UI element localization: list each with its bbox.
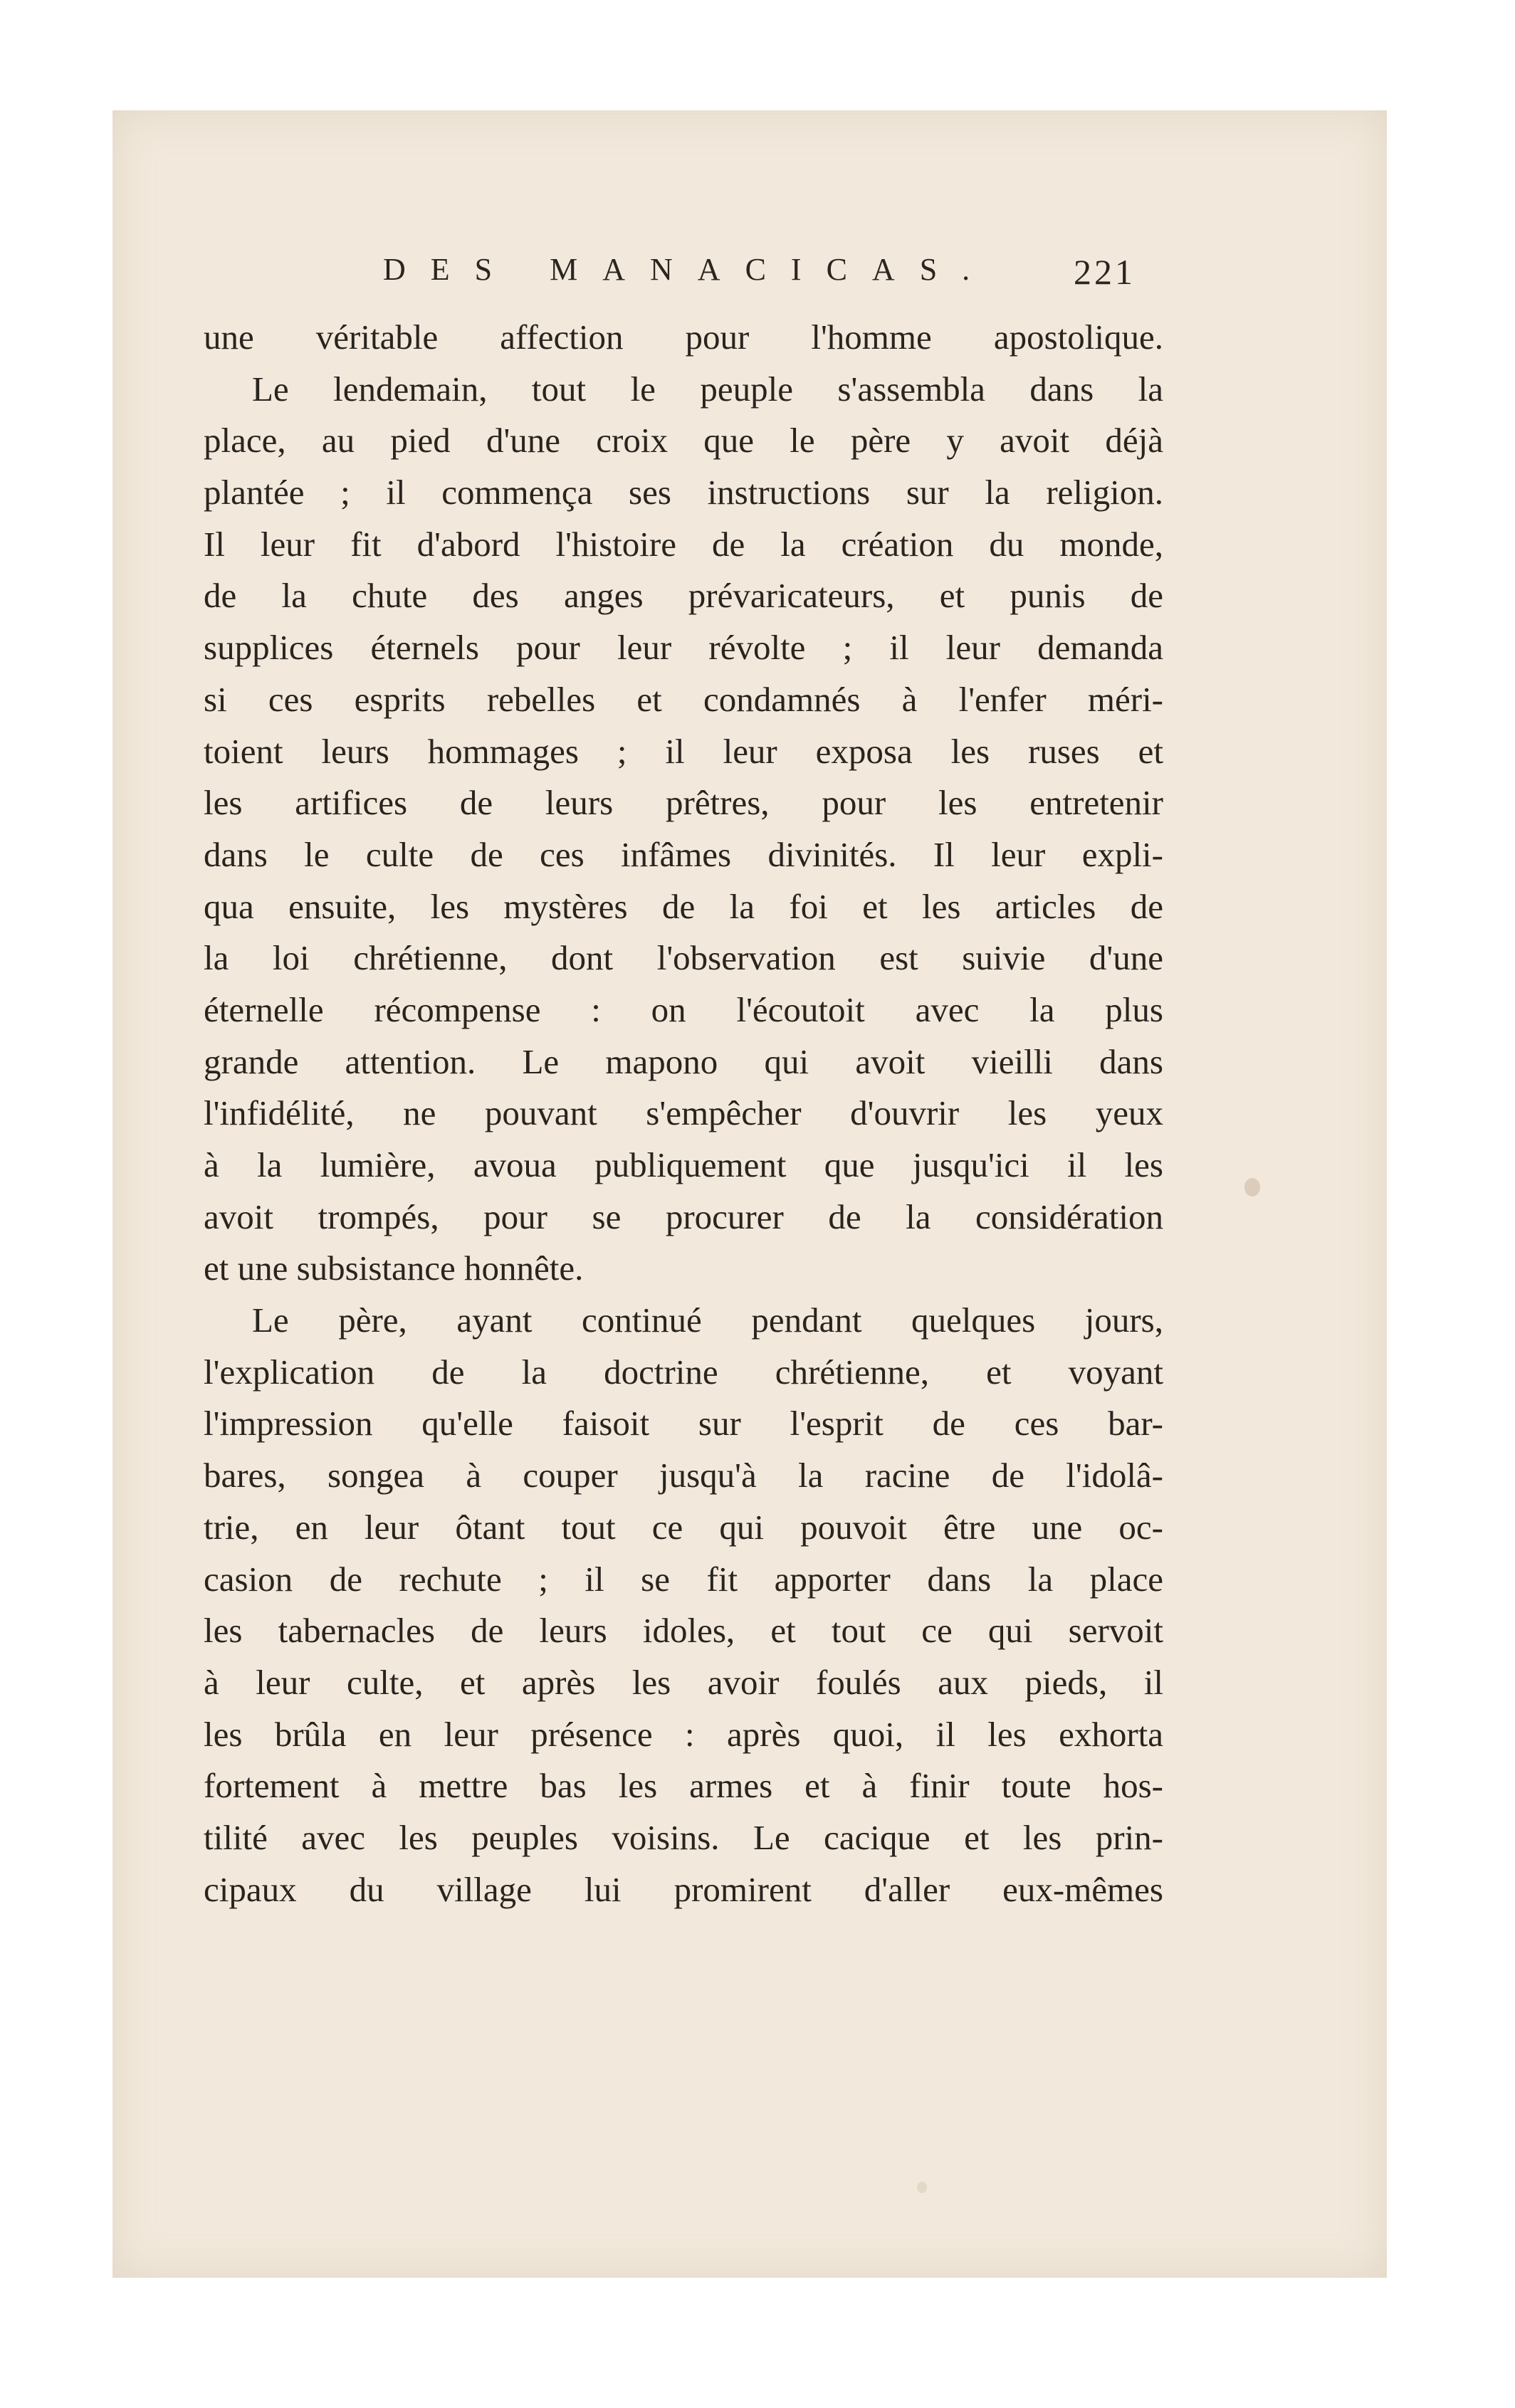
text-line: qua ensuite, les mystères de la foi et les articles de: [204, 886, 1163, 926]
text-line: cipaux du village lui promirent d'aller eux-mêmes: [204, 1869, 1163, 1909]
text-line: éternelle récompense : on l'écoutoit avec la plus: [204, 989, 1163, 1029]
text-line: les artifices de leurs prêtres, pour les entretenir: [204, 783, 1163, 823]
text-line: fortement à mettre bas les armes et à finir toute hos-: [204, 1766, 1163, 1806]
page-number: 221: [1074, 252, 1136, 292]
text-line: à leur culte, et après les avoir foulés aux pieds, il: [204, 1662, 1163, 1702]
text-line: si ces esprits rebelles et condamnés à l'enfer méri-: [204, 679, 1163, 719]
text-line: avoit trompés, pour se procurer de la considération: [204, 1197, 1163, 1236]
text-line: l'explication de la doctrine chrétienne, et voyant: [204, 1352, 1163, 1392]
text-line: les tabernacles de leurs idoles, et tout ce qui servoit: [204, 1611, 1163, 1651]
text-line: les brûla en leur présence : après quoi, il les exhorta: [204, 1714, 1163, 1754]
text-line: plantée ; il commença ses instructions sur la religion.: [204, 473, 1163, 512]
text-line: place, au pied d'une croix que le père y avoit déjà: [204, 421, 1163, 461]
book-page: [112, 110, 1387, 2278]
text-line: l'impression qu'elle faisoit sur l'esprit de ces bar-: [204, 1404, 1163, 1444]
text-line: à la lumière, avoua publiquement que jusqu'ici il les: [204, 1145, 1163, 1184]
text-line: Il leur fit d'abord l'histoire de la création du monde,: [204, 524, 1163, 564]
text-line: la loi chrétienne, dont l'observation est suivie d'une: [204, 938, 1163, 978]
text-line: casion de rechute ; il se fit apporter dans la place: [204, 1559, 1163, 1599]
text-line: de la chute des anges prévaricateurs, et punis de: [204, 576, 1163, 616]
text-line: une véritable affection pour l'homme apostolique.: [204, 317, 1163, 357]
text-line: dans le culte de ces infâmes divinités. Il leur expli-: [204, 834, 1163, 874]
text-line: et une subsistance honnête.: [204, 1248, 584, 1288]
text-line: bares, songea à couper jusqu'à la racine de l'idolâ-: [204, 1456, 1163, 1495]
paper-blemish: [1244, 1178, 1260, 1197]
text-line: l'infidélité, ne pouvant s'empêcher d'ouvrir les yeux: [204, 1093, 1163, 1133]
paper-blemish: [917, 2182, 927, 2193]
text-line: toient leurs hommages ; il leur exposa les ruses et: [204, 731, 1163, 771]
running-head: [112, 251, 1387, 301]
text-line: tilité avec les peuples voisins. Le cacique et les prin-: [204, 1817, 1163, 1857]
text-line: Le père, ayant continué pendant quelques jours,: [252, 1300, 1163, 1340]
text-line: grande attention. Le mapono qui avoit vieilli dans: [204, 1041, 1163, 1081]
body-text: [204, 312, 1163, 1915]
running-title: DES MANACICAS.: [383, 252, 995, 287]
text-line: supplices éternels pour leur révolte ; il leur demanda: [204, 628, 1163, 668]
text-line: Le lendemain, tout le peuple s'assembla dans la: [252, 369, 1163, 409]
text-line: trie, en leur ôtant tout ce qui pouvoit être une oc-: [204, 1507, 1163, 1547]
